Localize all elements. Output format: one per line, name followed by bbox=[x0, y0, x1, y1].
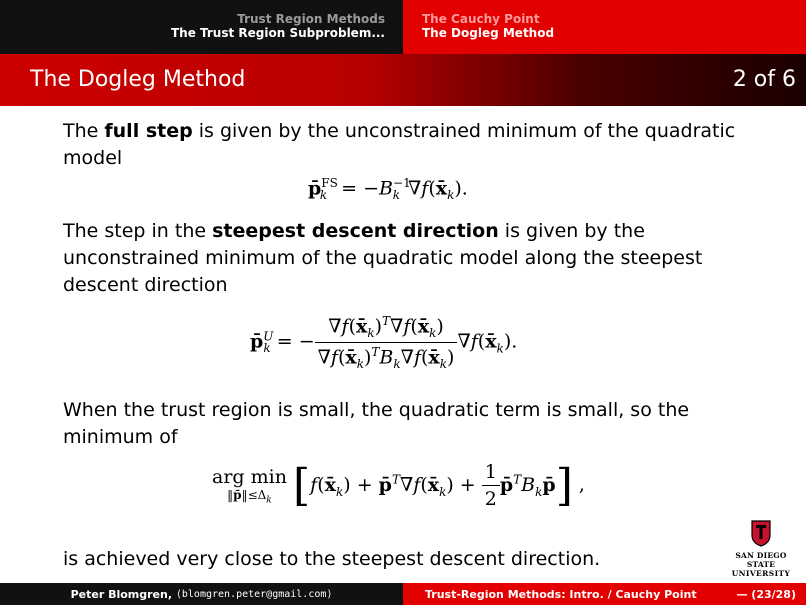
nav-section-right bbox=[403, 0, 806, 54]
nav-section-left bbox=[0, 0, 403, 54]
term-steepest-descent: steepest descent direction bbox=[212, 220, 499, 242]
equation-steepest-descent: p̄$^U_k$ = − $\frac{\nabla f(x̄_k)^T\nabla f(x̄_k)}{\nabla f(x̄_k)^TB_k\nabla f(x̄_k)}$ $\nabla f(x̄_k)$. bbox=[250, 314, 518, 372]
frame-page-count: 2 of 6 bbox=[732, 67, 796, 92]
paragraph-steepest-descent: The step in the steepest descent direction is given by the unconstrained minimum of the quadratic model along the steepest descent direction bbox=[63, 220, 703, 296]
equation-full-step: p̄$^{FS}_k$ = $-B^{-1}_k$ $\nabla f(x̄_k)$. bbox=[308, 176, 468, 203]
nav-item-trust-region-methods[interactable]: Trust Region Methods bbox=[237, 12, 385, 26]
university-logo bbox=[722, 519, 800, 578]
paragraph-trust-region-small: When the trust region is small, the quadratic term is small, so the minimum of bbox=[63, 399, 690, 448]
slide-content bbox=[63, 118, 743, 172]
logo-line-1: SAN DIEGO STATE bbox=[735, 551, 787, 569]
slide-content-4 bbox=[63, 546, 743, 573]
footer-talk-title: Trust-Region Methods: Intro. / Cauchy Point bbox=[425, 587, 697, 601]
footer-talk-section bbox=[403, 583, 806, 605]
slide-content-2 bbox=[63, 218, 743, 299]
equation-argmin: arg min $‖p̄‖\le\Delta_k$ [$f(x̄_k)$ + $p̄^T\nabla f(x̄_k)$ + $\frac{1}{2}$ $p̄^TB_kp̄$] , bbox=[212, 460, 585, 511]
term-full-step: full step bbox=[104, 120, 193, 142]
footer-email[interactable]: ⟨blomgren.peter@gmail.com⟩ bbox=[175, 588, 333, 600]
paragraph-conclusion: is achieved very close to the steepest descent direction. bbox=[63, 548, 601, 570]
paragraph-full-step: The full step is given by the unconstrained minimum of the quadratic model bbox=[63, 120, 736, 169]
nav-item-dogleg-method[interactable]: The Dogleg Method bbox=[422, 26, 555, 40]
footer-author: Peter Blomgren, bbox=[70, 587, 173, 601]
footer-slide-number: — (23/28) bbox=[736, 587, 796, 601]
nav-item-trust-region-subproblem[interactable]: The Trust Region Subproblem... bbox=[170, 26, 385, 40]
nav-item-cauchy-point[interactable]: The Cauchy Point bbox=[422, 12, 540, 26]
logo-line-2: UNIVERSITY bbox=[731, 569, 791, 578]
frame-title: The Dogleg Method bbox=[30, 67, 246, 92]
frame-title-bar bbox=[0, 54, 806, 106]
footer-bar bbox=[0, 583, 806, 605]
footer-author-section bbox=[0, 583, 403, 605]
top-navigation bbox=[0, 0, 806, 54]
slide-content-3 bbox=[63, 397, 743, 451]
shield-icon bbox=[750, 519, 772, 547]
